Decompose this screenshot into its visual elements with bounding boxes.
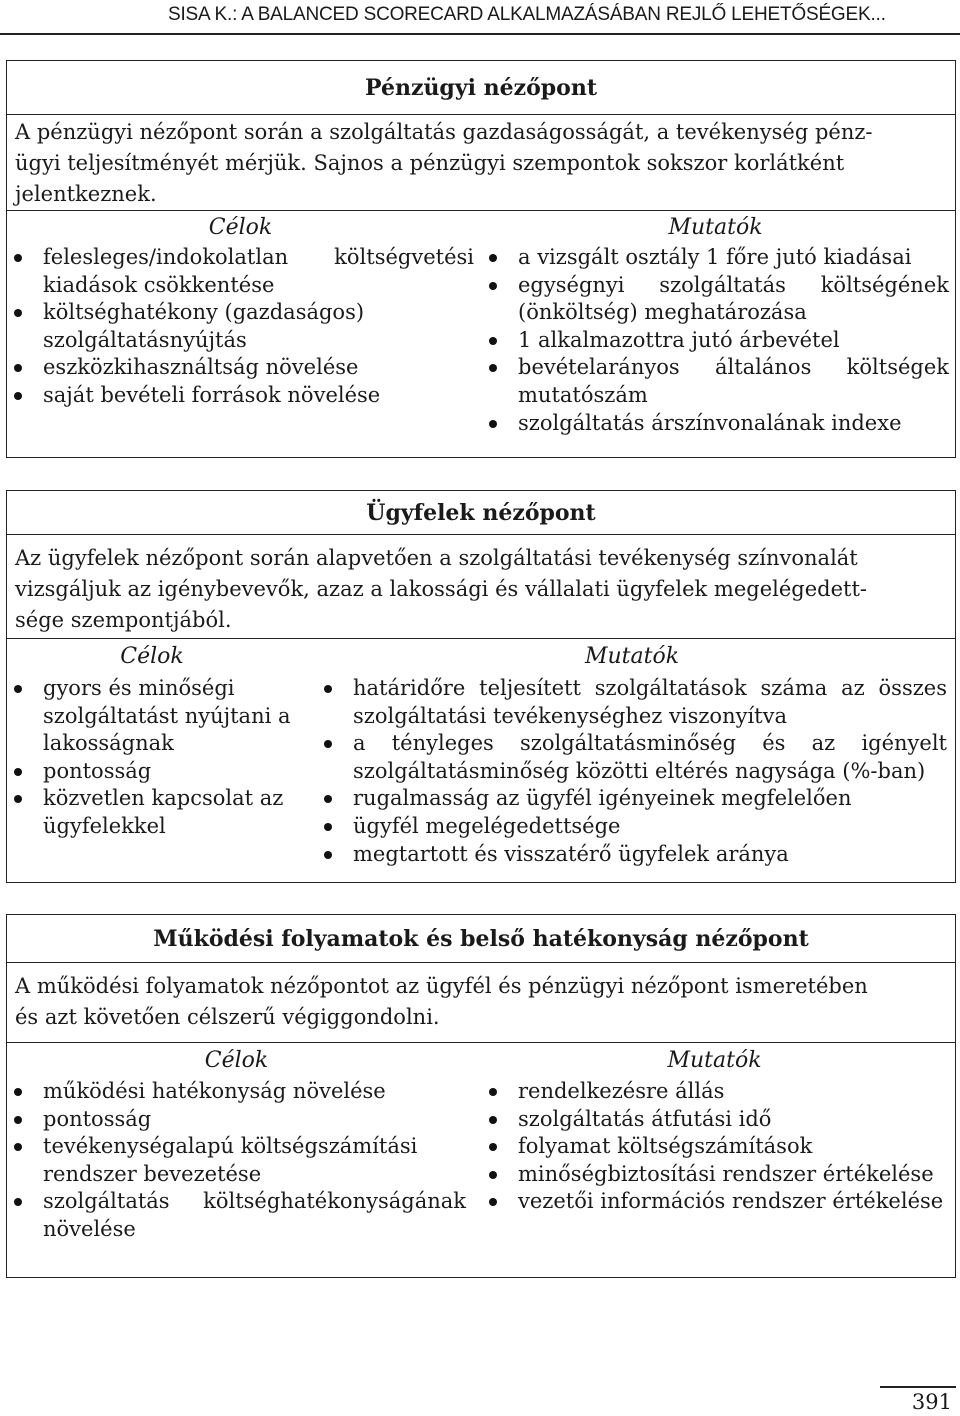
goals-heading: Célok (120, 644, 184, 669)
metrics-list (482, 1078, 947, 1216)
goals-list (7, 675, 297, 841)
goals-column (7, 211, 482, 456)
list-item: pontosság (7, 1106, 466, 1134)
list-item: bevételarányos általános költségek mutatószám (482, 354, 949, 409)
description-line: jelentkeznek. (15, 182, 157, 206)
description-line: ügyi teljesítményét mérjük. Sajnos a pénzügyi szempontok sokszor korlátként (15, 151, 845, 175)
list-item: felesleges/indokolatlan költségvetési kiadások csökkentése (7, 244, 474, 299)
metrics-column (317, 639, 955, 881)
goals-metrics-table (7, 211, 955, 456)
list-item: szolgáltatás költséghatékonyságának növelése (7, 1188, 466, 1243)
goals-metrics-table (7, 1043, 955, 1276)
list-item: egységnyi szolgáltatás költségének (önköltség) meghatározása (482, 272, 949, 327)
description-line: A pénzügyi nézőpont során a szolgáltatás gazdaságosságát, a tevékenység pénz- (15, 120, 873, 144)
list-item: szolgáltatás átfutási idő (482, 1106, 947, 1134)
list-item: gyors és minőségi szolgáltatást nyújtani a lakosságnak (7, 675, 297, 758)
goals-heading: Célok (208, 215, 273, 240)
list-item: költséghatékony (gazdaságos) szolgáltatásnyújtás (7, 299, 474, 354)
metrics-list (317, 675, 947, 868)
list-item: pontosság (7, 758, 297, 786)
section-customers (6, 490, 956, 883)
list-item: 1 alkalmazottra jutó árbevétel (482, 327, 949, 355)
description-line: vizsgáljuk az igénybevevők, azaz a lakossági és vállalati ügyfelek megelégedett- (15, 577, 867, 601)
goals-column (7, 1043, 482, 1276)
footer-rule (880, 1386, 956, 1388)
list-item: minőségbiztosítási rendszer értékelése (482, 1161, 947, 1189)
list-item: rugalmasság az ügyfél igényeinek megfelelően (317, 785, 947, 813)
metrics-list (482, 244, 949, 437)
list-item: ügyfél megelégedettsége (317, 813, 947, 841)
section-title: Működési folyamatok és belső hatékonyság nézőpont (7, 915, 955, 963)
description-line: Az ügyfelek nézőpont során alapvetően a szolgáltatási tevékenység színvonalát (15, 546, 858, 570)
list-item: működési hatékonyság növelése (7, 1078, 466, 1106)
metrics-column (482, 211, 955, 456)
goals-list (7, 244, 474, 410)
goals-column (7, 639, 317, 881)
header-rule (0, 33, 960, 35)
list-item: eszközkihasználtság növelése (7, 354, 474, 382)
description-line: és azt követően célszerű végiggondolni. (15, 1005, 440, 1029)
list-item: vezetői információs rendszer értékelése (482, 1188, 947, 1216)
section-financial (6, 60, 956, 458)
metrics-heading: Mutatók (584, 644, 680, 669)
list-item: megtartott és visszatérő ügyfelek aránya (317, 841, 947, 869)
list-item: folyamat költségszámítások (482, 1133, 947, 1161)
section-description (7, 535, 955, 639)
metrics-heading: Mutatók (667, 1048, 762, 1073)
goals-heading: Célok (204, 1048, 269, 1073)
goals-list (7, 1078, 466, 1244)
metrics-column (482, 1043, 955, 1276)
section-title: Ügyfelek nézőpont (7, 491, 955, 535)
metrics-heading: Mutatók (668, 215, 763, 240)
list-item: saját bevételi források növelése (7, 382, 474, 410)
list-item: szolgáltatás árszínvonalának indexe (482, 410, 949, 438)
section-description (7, 115, 955, 211)
description-line: sége szempontjából. (15, 608, 232, 632)
list-item: határidőre teljesített szolgáltatások száma az összes szolgáltatási tevékenységhez viszonyítva (317, 675, 947, 730)
list-item: rendelkezésre állás (482, 1078, 947, 1106)
section-description (7, 963, 955, 1043)
list-item: a vizsgált osztály 1 főre jutó kiadásai (482, 244, 949, 272)
description-line: A működési folyamatok nézőpontot az ügyfél és pénzügyi nézőpont ismeretében (15, 974, 868, 998)
section-title: Pénzügyi nézőpont (7, 61, 955, 115)
list-item: a tényleges szolgáltatásminőség és az igényelt szolgáltatásminőség közötti eltérés nagysága (%-ban) (317, 730, 947, 785)
running-header: SISA K.: A BALANCED SCORECARD ALKALMAZÁSÁBAN REJLŐ LEHETŐSÉGEK... (168, 4, 886, 25)
list-item: közvetlen kapcsolat az ügyfelekkel (7, 785, 297, 840)
page-number: 391 (911, 1390, 952, 1414)
goals-metrics-table (7, 639, 955, 881)
list-item: tevékenységalapú költségszámítási rendszer bevezetése (7, 1133, 466, 1188)
section-operations (6, 914, 956, 1278)
